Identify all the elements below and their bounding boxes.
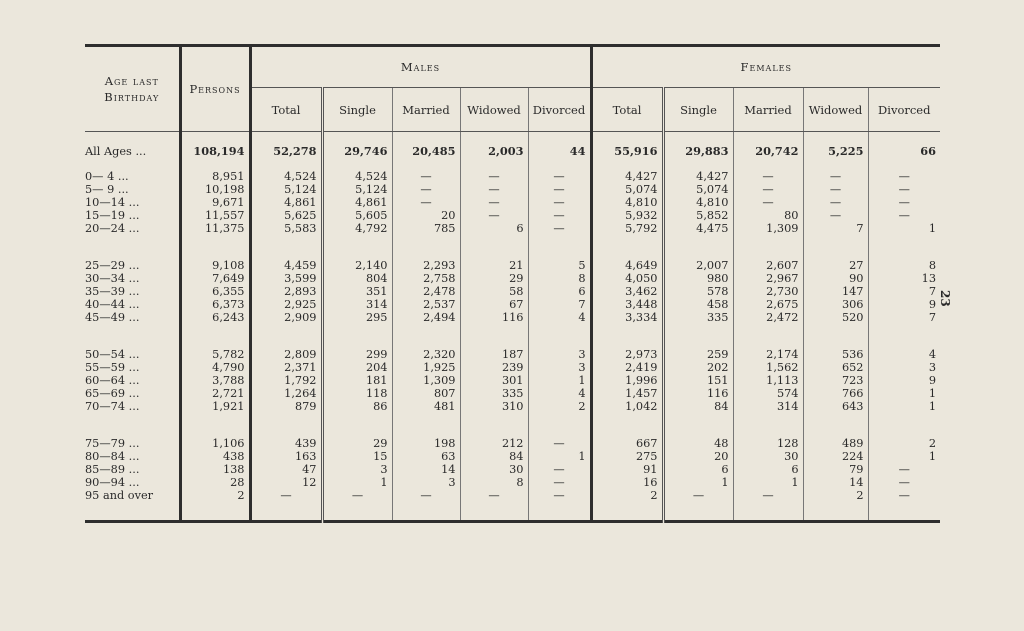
females-divorced-cell: 9 — [868, 298, 940, 311]
males-divorced-cell: — — [528, 489, 591, 502]
males-married-cell: 1,925 — [392, 361, 460, 374]
males-single-cell: 5,124 — [322, 183, 392, 196]
males-single-cell: 314 — [322, 298, 392, 311]
males-total-cell: 5,124 — [250, 183, 322, 196]
females-single-cell: 259 — [663, 348, 733, 361]
males-widowed-cell: 6 — [460, 222, 528, 235]
females-total-cell: 3,334 — [591, 311, 663, 324]
females-single-cell: 578 — [663, 285, 733, 298]
age-cell: 10—14 ... — [85, 196, 140, 209]
table-row — [85, 132, 940, 171]
females-widowed-cell: 27 — [803, 259, 868, 272]
males-divorced-header: Divorced — [528, 88, 591, 132]
males-widowed-cell: 84 — [460, 450, 528, 463]
males-married-cell: 481 — [392, 400, 460, 413]
males-married-cell: — — [392, 170, 460, 183]
females-single-cell: 335 — [663, 311, 733, 324]
females-total-cell: 3,462 — [591, 285, 663, 298]
age-cell: 35—39 ... — [85, 285, 140, 298]
males-single-cell: 15 — [322, 450, 392, 463]
females-divorced-cell: 13 — [868, 272, 940, 285]
persons-cell: 3,788 — [180, 374, 250, 387]
persons-cell: 11,375 — [180, 222, 250, 235]
females-total-cell: 5,074 — [591, 183, 663, 196]
males-single-cell: 29,746 — [322, 132, 392, 171]
table-row — [85, 450, 940, 463]
females-total-cell: 5,792 — [591, 222, 663, 235]
females-single-cell: 1 — [663, 476, 733, 489]
females-widowed-cell: — — [803, 209, 868, 222]
females-divorced-cell: — — [868, 489, 940, 502]
males-total-cell: 5,583 — [250, 222, 322, 235]
males-total-cell: 163 — [250, 450, 322, 463]
males-total-cell: 1,792 — [250, 374, 322, 387]
table-row — [85, 311, 940, 324]
persons-cell: 2,721 — [180, 387, 250, 400]
males-widowed-cell: 29 — [460, 272, 528, 285]
females-divorced-cell: 1 — [868, 450, 940, 463]
females-total-cell: 3,448 — [591, 298, 663, 311]
females-married-cell: 1 — [733, 476, 803, 489]
females-widowed-cell: 224 — [803, 450, 868, 463]
females-single-cell: 980 — [663, 272, 733, 285]
males-married-cell: 14 — [392, 463, 460, 476]
table-bottom-rule — [85, 502, 940, 522]
table-row — [85, 209, 940, 222]
age-cell: 25—29 ... — [85, 259, 140, 272]
females-single-cell: 5,852 — [663, 209, 733, 222]
females-widowed-cell: 723 — [803, 374, 868, 387]
males-widowed-cell: 301 — [460, 374, 528, 387]
females-widowed-cell: 79 — [803, 463, 868, 476]
females-divorced-cell: — — [868, 196, 940, 209]
males-married-cell: 2,293 — [392, 259, 460, 272]
males-divorced-cell: — — [528, 170, 591, 183]
males-widowed-cell: 8 — [460, 476, 528, 489]
table-row — [85, 489, 940, 502]
males-divorced-cell: — — [528, 222, 591, 235]
females-widowed-cell: 5,225 — [803, 132, 868, 171]
females-single-cell: — — [663, 489, 733, 502]
females-widowed-cell: — — [803, 196, 868, 209]
persons-cell: 6,243 — [180, 311, 250, 324]
females-total-cell: 16 — [591, 476, 663, 489]
males-total-cell: 4,524 — [250, 170, 322, 183]
females-single-cell: 20 — [663, 450, 733, 463]
males-married-cell: 20,485 — [392, 132, 460, 171]
table-row — [85, 387, 940, 400]
males-married-cell: 2,478 — [392, 285, 460, 298]
females-divorced-cell: 2 — [868, 437, 940, 450]
persons-cell: 6,373 — [180, 298, 250, 311]
persons-cell: 1,106 — [180, 437, 250, 450]
age-cell: 75—79 ... — [85, 437, 140, 450]
males-single-cell: 299 — [322, 348, 392, 361]
table-row — [85, 222, 940, 235]
males-total-cell: 2,809 — [250, 348, 322, 361]
group-spacer — [85, 324, 940, 348]
table-row — [85, 298, 940, 311]
males-married-cell: 1,309 — [392, 374, 460, 387]
females-widowed-cell: 652 — [803, 361, 868, 374]
females-married-cell: 2,607 — [733, 259, 803, 272]
males-divorced-cell: 1 — [528, 374, 591, 387]
females-divorced-cell: 3 — [868, 361, 940, 374]
age-cell: 0— 4 ... — [85, 170, 129, 183]
females-single-header: Single — [663, 88, 733, 132]
males-widowed-cell: 239 — [460, 361, 528, 374]
males-married-cell: 2,320 — [392, 348, 460, 361]
females-divorced-cell: — — [868, 209, 940, 222]
males-single-cell: 804 — [322, 272, 392, 285]
males-married-cell: 63 — [392, 450, 460, 463]
males-total-cell: 12 — [250, 476, 322, 489]
males-total-cell: 879 — [250, 400, 322, 413]
males-total-cell: 47 — [250, 463, 322, 476]
females-total-cell: 4,649 — [591, 259, 663, 272]
persons-cell: 108,194 — [180, 132, 250, 171]
females-widowed-header: Widowed — [803, 88, 868, 132]
females-widowed-cell: 14 — [803, 476, 868, 489]
females-total-cell: 1,996 — [591, 374, 663, 387]
females-widowed-cell: 90 — [803, 272, 868, 285]
males-married-cell: 2,494 — [392, 311, 460, 324]
females-married-cell: 2,174 — [733, 348, 803, 361]
females-single-cell: 6 — [663, 463, 733, 476]
females-married-cell: 2,675 — [733, 298, 803, 311]
age-cell: 60—64 ... — [85, 374, 140, 387]
females-married-cell: 6 — [733, 463, 803, 476]
males-total-cell: 4,861 — [250, 196, 322, 209]
males-widowed-cell: — — [460, 209, 528, 222]
females-divorced-cell: 8 — [868, 259, 940, 272]
table-row — [85, 196, 940, 209]
females-total-cell: 667 — [591, 437, 663, 450]
males-widowed-cell: — — [460, 170, 528, 183]
males-single-cell: 3 — [322, 463, 392, 476]
table-row — [85, 361, 940, 374]
persons-cell: 11,557 — [180, 209, 250, 222]
group-spacer — [85, 235, 940, 259]
females-married-cell: 1,562 — [733, 361, 803, 374]
age-cell: 45—49 ... — [85, 311, 140, 324]
males-total-cell: 439 — [250, 437, 322, 450]
females-divorced-cell: — — [868, 463, 940, 476]
table-row — [85, 259, 940, 272]
females-married-cell: 2,967 — [733, 272, 803, 285]
females-total-cell: 1,457 — [591, 387, 663, 400]
females-divorced-cell: 7 — [868, 311, 940, 324]
age-cell: 65—69 ... — [85, 387, 140, 400]
males-single-cell: 118 — [322, 387, 392, 400]
females-divorced-cell: 9 — [868, 374, 940, 387]
persons-cell: 4,790 — [180, 361, 250, 374]
females-married-cell: 2,472 — [733, 311, 803, 324]
males-divorced-cell: 8 — [528, 272, 591, 285]
females-total-cell: 2 — [591, 489, 663, 502]
age-cell: 80—84 ... — [85, 450, 140, 463]
females-divorced-cell: 7 — [868, 285, 940, 298]
age-header: Age last Birthday — [85, 46, 180, 132]
females-single-cell: 4,810 — [663, 196, 733, 209]
females-married-cell: — — [733, 170, 803, 183]
males-widowed-header: Widowed — [460, 88, 528, 132]
females-divorced-cell: 4 — [868, 348, 940, 361]
males-total-cell: 2,893 — [250, 285, 322, 298]
age-cell: 15—19 ... — [85, 209, 140, 222]
females-total-cell: 55,916 — [591, 132, 663, 171]
persons-cell: 6,355 — [180, 285, 250, 298]
males-widowed-cell: 212 — [460, 437, 528, 450]
females-total-cell: 91 — [591, 463, 663, 476]
females-total-cell: 275 — [591, 450, 663, 463]
females-divorced-header: Divorced — [868, 88, 940, 132]
males-divorced-cell: 3 — [528, 348, 591, 361]
females-married-cell: 574 — [733, 387, 803, 400]
females-single-cell: 458 — [663, 298, 733, 311]
males-total-cell: 1,264 — [250, 387, 322, 400]
males-married-cell: 20 — [392, 209, 460, 222]
females-married-cell: 80 — [733, 209, 803, 222]
females-total-cell: 4,427 — [591, 170, 663, 183]
males-married-cell: 785 — [392, 222, 460, 235]
males-married-header: Married — [392, 88, 460, 132]
males-widowed-cell: 2,003 — [460, 132, 528, 171]
table-row — [85, 400, 940, 413]
males-widowed-cell: — — [460, 196, 528, 209]
males-divorced-cell: 5 — [528, 259, 591, 272]
females-single-cell: 29,883 — [663, 132, 733, 171]
females-widowed-cell: 306 — [803, 298, 868, 311]
males-single-cell: 4,861 — [322, 196, 392, 209]
females-widowed-cell: — — [803, 183, 868, 196]
males-married-cell: 2,537 — [392, 298, 460, 311]
females-married-cell: 30 — [733, 450, 803, 463]
group-spacer — [85, 413, 940, 437]
females-married-cell: 128 — [733, 437, 803, 450]
males-total-cell: 5,625 — [250, 209, 322, 222]
females-total-header: Total — [591, 88, 663, 132]
table-row — [85, 272, 940, 285]
persons-cell: 7,649 — [180, 272, 250, 285]
females-total-cell: 4,050 — [591, 272, 663, 285]
females-widowed-cell: 147 — [803, 285, 868, 298]
males-married-cell: 807 — [392, 387, 460, 400]
females-widowed-cell: 536 — [803, 348, 868, 361]
males-single-cell: 351 — [322, 285, 392, 298]
males-widowed-cell: — — [460, 489, 528, 502]
females-total-cell: 2,973 — [591, 348, 663, 361]
males-married-cell: — — [392, 196, 460, 209]
females-widowed-cell: 520 — [803, 311, 868, 324]
table-row — [85, 348, 940, 361]
females-total-cell: 5,932 — [591, 209, 663, 222]
age-cell: 95 and over — [85, 489, 154, 502]
males-single-cell: 4,792 — [322, 222, 392, 235]
males-widowed-cell: 30 — [460, 463, 528, 476]
females-married-cell: — — [733, 196, 803, 209]
age-cell: 70—74 ... — [85, 400, 140, 413]
persons-cell: 10,198 — [180, 183, 250, 196]
males-divorced-cell: 4 — [528, 311, 591, 324]
females-divorced-cell: 1 — [868, 400, 940, 413]
males-single-cell: 2,140 — [322, 259, 392, 272]
persons-header: Persons — [180, 46, 250, 132]
males-divorced-cell: — — [528, 183, 591, 196]
females-single-cell: 4,427 — [663, 170, 733, 183]
males-married-cell: — — [392, 183, 460, 196]
males-total-cell: 4,459 — [250, 259, 322, 272]
males-total-header: Total — [250, 88, 322, 132]
age-cell: 50—54 ... — [85, 348, 140, 361]
table-row — [85, 437, 940, 450]
males-single-cell: — — [322, 489, 392, 502]
females-widowed-cell: 489 — [803, 437, 868, 450]
males-divorced-cell: 1 — [528, 450, 591, 463]
females-single-cell: 151 — [663, 374, 733, 387]
females-single-cell: 5,074 — [663, 183, 733, 196]
table-row — [85, 476, 940, 489]
males-widowed-cell: 116 — [460, 311, 528, 324]
males-single-cell: 204 — [322, 361, 392, 374]
females-single-cell: 2,007 — [663, 259, 733, 272]
table-body — [85, 132, 940, 522]
females-married-cell: — — [733, 183, 803, 196]
persons-cell: 8,951 — [180, 170, 250, 183]
males-married-cell: — — [392, 489, 460, 502]
table-row — [85, 374, 940, 387]
females-total-cell: 4,810 — [591, 196, 663, 209]
males-widowed-cell: 310 — [460, 400, 528, 413]
females-married-cell: — — [733, 489, 803, 502]
males-divorced-cell: — — [528, 209, 591, 222]
females-married-cell: 1,113 — [733, 374, 803, 387]
females-divorced-cell: 66 — [868, 132, 940, 171]
females-single-cell: 116 — [663, 387, 733, 400]
census-table — [85, 44, 940, 523]
males-total-cell: — — [250, 489, 322, 502]
males-married-cell: 3 — [392, 476, 460, 489]
males-divorced-cell: 4 — [528, 387, 591, 400]
males-total-cell: 2,909 — [250, 311, 322, 324]
females-widowed-cell: 2 — [803, 489, 868, 502]
females-widowed-cell: — — [803, 170, 868, 183]
table-row — [85, 285, 940, 298]
females-married-cell: 314 — [733, 400, 803, 413]
males-total-cell: 52,278 — [250, 132, 322, 171]
males-widowed-cell: 335 — [460, 387, 528, 400]
males-single-cell: 295 — [322, 311, 392, 324]
females-divorced-cell: — — [868, 170, 940, 183]
males-total-cell: 2,371 — [250, 361, 322, 374]
persons-cell: 5,782 — [180, 348, 250, 361]
males-single-cell: 4,524 — [322, 170, 392, 183]
males-divorced-cell: — — [528, 196, 591, 209]
age-cell: 5— 9 ... — [85, 183, 129, 196]
males-divorced-cell: — — [528, 476, 591, 489]
persons-cell: 28 — [180, 476, 250, 489]
age-cell: All Ages ... — [85, 144, 147, 158]
page-number: 23 — [938, 290, 952, 307]
males-divorced-cell: 6 — [528, 285, 591, 298]
females-married-cell: 1,309 — [733, 222, 803, 235]
age-cell: 20—24 ... — [85, 222, 140, 235]
persons-cell: 9,108 — [180, 259, 250, 272]
age-cell: 85—89 ... — [85, 463, 140, 476]
age-cell: 40—44 ... — [85, 298, 140, 311]
females-divorced-cell: 1 — [868, 387, 940, 400]
males-divorced-cell: 44 — [528, 132, 591, 171]
males-divorced-cell: — — [528, 463, 591, 476]
males-single-cell: 86 — [322, 400, 392, 413]
females-total-cell: 2,419 — [591, 361, 663, 374]
males-widowed-cell: 187 — [460, 348, 528, 361]
males-total-cell: 2,925 — [250, 298, 322, 311]
females-divorced-cell: — — [868, 476, 940, 489]
females-married-cell: 2,730 — [733, 285, 803, 298]
females-single-cell: 48 — [663, 437, 733, 450]
females-divorced-cell: — — [868, 183, 940, 196]
females-married-header: Married — [733, 88, 803, 132]
persons-cell: 1,921 — [180, 400, 250, 413]
males-header: Males — [250, 46, 591, 88]
males-widowed-cell: 21 — [460, 259, 528, 272]
females-single-cell: 4,475 — [663, 222, 733, 235]
males-divorced-cell: 2 — [528, 400, 591, 413]
persons-cell: 2 — [180, 489, 250, 502]
females-single-cell: 202 — [663, 361, 733, 374]
males-total-cell: 3,599 — [250, 272, 322, 285]
females-total-cell: 1,042 — [591, 400, 663, 413]
males-single-cell: 29 — [322, 437, 392, 450]
females-header: Females — [591, 46, 940, 88]
males-single-header: Single — [322, 88, 392, 132]
females-married-cell: 20,742 — [733, 132, 803, 171]
males-single-cell: 5,605 — [322, 209, 392, 222]
males-widowed-cell: — — [460, 183, 528, 196]
males-divorced-cell: 7 — [528, 298, 591, 311]
males-married-cell: 198 — [392, 437, 460, 450]
persons-cell: 138 — [180, 463, 250, 476]
age-cell: 55—59 ... — [85, 361, 140, 374]
females-widowed-cell: 766 — [803, 387, 868, 400]
table-row — [85, 183, 940, 196]
females-widowed-cell: 643 — [803, 400, 868, 413]
persons-cell: 438 — [180, 450, 250, 463]
males-divorced-cell: — — [528, 437, 591, 450]
females-single-cell: 84 — [663, 400, 733, 413]
males-married-cell: 2,758 — [392, 272, 460, 285]
persons-cell: 9,671 — [180, 196, 250, 209]
males-divorced-cell: 3 — [528, 361, 591, 374]
females-widowed-cell: 7 — [803, 222, 868, 235]
age-cell: 90—94 ... — [85, 476, 140, 489]
females-divorced-cell: 1 — [868, 222, 940, 235]
table-row — [85, 463, 940, 476]
males-widowed-cell: 58 — [460, 285, 528, 298]
age-cell: 30—34 ... — [85, 272, 140, 285]
table-row — [85, 170, 940, 183]
males-widowed-cell: 67 — [460, 298, 528, 311]
males-single-cell: 181 — [322, 374, 392, 387]
males-single-cell: 1 — [322, 476, 392, 489]
